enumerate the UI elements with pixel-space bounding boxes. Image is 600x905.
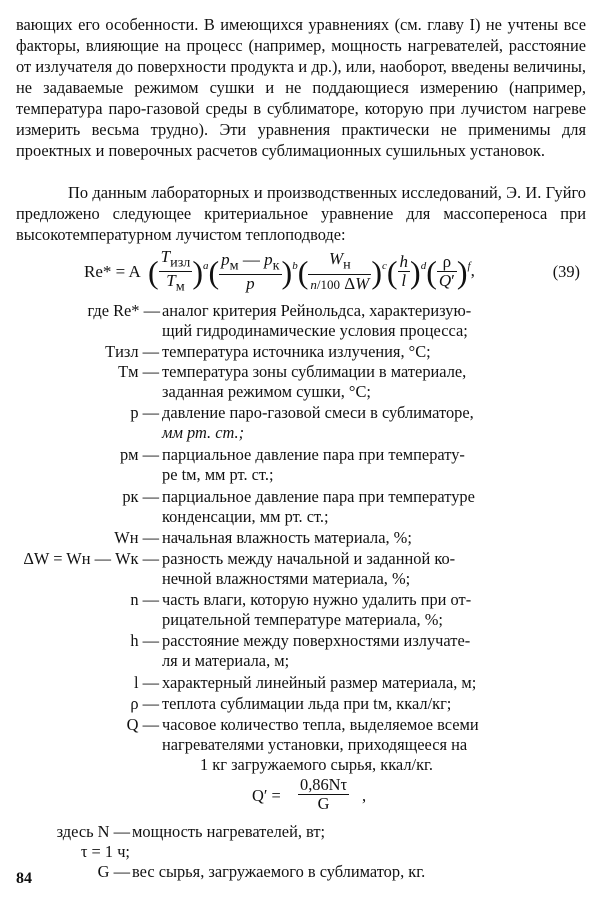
definition-text: ре tм, мм рт. ст.; — [162, 465, 274, 484]
paragraph-2: По данным лабораторных и производственных исследований, Э. И. Гуйго предложено следующее критериальное уравнение для массопереноса при высокотемпературном лучистом теплоподводе: — [16, 183, 586, 244]
definition-text: нечной влажностями материала, %; — [162, 569, 411, 588]
definition-text: мм рт. ст.; — [162, 423, 245, 442]
definition-symbol: Tм — — [118, 362, 159, 381]
definition-text: аналог критерия Рейнольдса, характеризую- — [162, 301, 472, 320]
after-text: мощность нагревателей, вт; — [132, 822, 326, 841]
definition-text: парциальное давление пара при температу- — [162, 445, 465, 464]
after-symbol: G — — [97, 862, 130, 881]
definition-symbol: l — — [133, 673, 159, 692]
definition-text: рицательной температуре материала, %; — [162, 610, 443, 629]
definition-text: теплота сублимации льда при tм, ккал/кг; — [162, 694, 452, 713]
page-number: 84 — [16, 870, 32, 887]
definition-text: парциальное давление пара при температуре — [162, 487, 475, 506]
equation-number: (39) — [552, 262, 580, 281]
definition-text: разность между начальной и заданной ко- — [162, 549, 456, 568]
definition-symbol: p — — [130, 403, 159, 422]
definition-text: расстояние между поверхностями излучате- — [162, 631, 471, 650]
q-formula-numerator: 0,86Nτ — [300, 775, 348, 794]
q-formula-lhs: Q′ = — [252, 786, 281, 805]
q-formula-comma: , — [362, 786, 367, 805]
definition-text: характерный линейный размер материала, м; — [162, 673, 477, 692]
definition-symbol: где Re* — — [87, 301, 160, 320]
definition-text: температура зоны сублимации в материале, — [162, 362, 467, 381]
after-symbol: здесь N — — [56, 822, 130, 841]
definition-symbol: Tизл — — [105, 342, 159, 361]
definition-symbol: pм — — [119, 445, 159, 464]
formula-lhs: Re* = A — [84, 262, 141, 281]
definition-symbol: n — — [130, 590, 159, 609]
definition-text: температура источника излучения, °C; — [162, 342, 431, 361]
after-symbol: τ = 1 ч; — [80, 842, 130, 861]
definition-text: часовое количество тепла, выделяемое всеми — [162, 715, 479, 734]
definition-symbol: Q — — [126, 715, 159, 734]
paragraph-1: вающих его особенности. В имеющихся уравнениях (см. главу I) не учтены все факторы, влияющие на процесс (например, мощность нагревателей, расстояние от излучателя до поверхности продукта и др.), или, наоборот, введены величины, не задаваемые режимом сушки и не поддающиеся измерению (например, температура паро-газовой среды в сублиматоре, которую при лучистом нагреве измерить весьма трудно). Эти уравнения практически не применимы для проектных и поверочных расчетов сублимационных сушильных установок. — [16, 15, 586, 160]
definition-symbol: ρ — — [130, 694, 159, 713]
definition-text: ля и материала, м; — [162, 651, 290, 670]
definition-text: 1 кг загружаемого сырья, ккал/кг. — [200, 755, 434, 774]
after-text: вес сырья, загружаемого в сублиматор, кг. — [132, 862, 426, 881]
definition-symbol: ΔW = Wн — Wк — — [23, 549, 159, 568]
definition-text: конденсации, мм рт. ст.; — [162, 507, 329, 526]
q-formula-denominator: G — [317, 794, 330, 813]
definition-text: давление паро-газовой смеси в сублиматоре, — [162, 403, 474, 422]
definition-symbol: pк — — [122, 487, 159, 506]
definition-symbol: Wн — — [114, 528, 159, 547]
definition-text: заданная режимом сушки, °C; — [162, 382, 371, 401]
definition-text: нагревателями установки, приходящееся на — [162, 735, 468, 754]
definition-text: часть влаги, которую нужно удалить при от- — [162, 590, 472, 609]
definition-text: начальная влажность материала, %; — [162, 528, 412, 547]
definition-text: щий гидродинамические условия процесса; — [162, 321, 468, 340]
q-formula-fraction — [298, 776, 349, 813]
formula-body: ( $\frac{T_{изл}}{T_м}$ )$^a$( $\frac{p_м — p_к}{p}$ )$^b$( $\frac{W_н}{n/100 \Delta W}$ )$^c$( $\frac{h}{l}$ )$^d$( $\frac{\rho}{Q'}$ )$^f$, — [148, 247, 475, 295]
definition-symbol: h — — [130, 631, 159, 650]
